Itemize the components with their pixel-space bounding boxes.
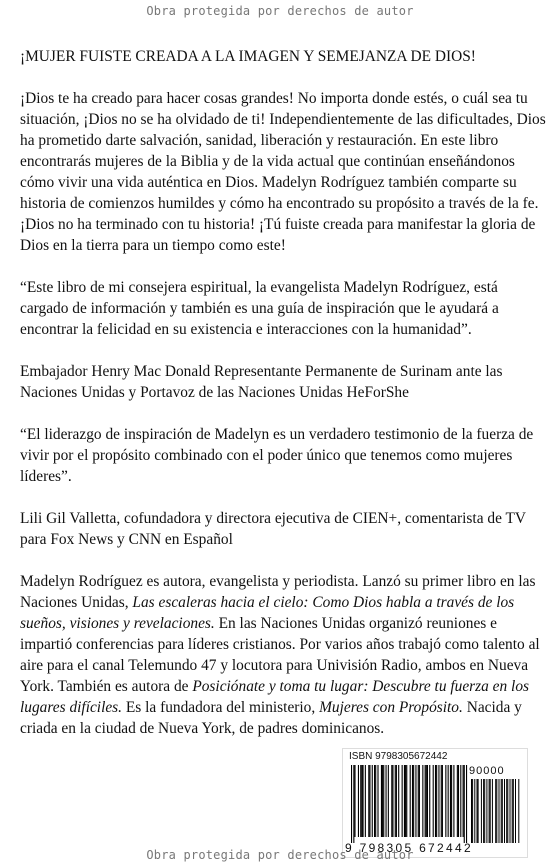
- isbn-barcode: [342, 748, 528, 858]
- isbn-label: ISBN 9798305672442: [349, 751, 448, 762]
- watermark-bottom: Obra protegida por derechos de autor: [146, 848, 414, 862]
- book-title-1: Las escaleras hacia el cielo: Como Dios habla a través de los sueños, visiones y revelaciones.: [20, 594, 515, 632]
- price-addon: 90000: [469, 765, 505, 777]
- bio-text-4: Nacida y criada en la ciudad de Nueva York, de padres dominicanos.: [20, 699, 522, 737]
- bio-text-2: En las Naciones Unidas organizó reuniones e impartió conferencias para líderes cristianos. Por varios años trabajó como talento al aire para el canal Telemundo 47 y locutora para Univisión Radio, ambos en Nueva York. También es autora de: [20, 615, 540, 695]
- isbn-digits: 9 798305 672442: [345, 841, 473, 855]
- back-cover-text: [20, 46, 546, 760]
- endorsement-quote-1: “Este libro de mi consejera espiritual, la evangelista Madelyn Rodríguez, está cargado de información y también es una guía de inspiración que le ayudará a encontrar la felicidad en su existencia e interacciones con la humanidad”.: [20, 279, 499, 338]
- author-bio: [20, 571, 546, 739]
- intro-paragraph: ¡Dios te ha creado para hacer cosas grandes! No importa donde estés, o cuál sea tu situación, ¡Dios no se ha olvidado de ti! Independientemente de las dificultades, Dios ha prometido darte salvación, sanidad, liberación y restauración. En este libro encontrarás mujeres de la Biblia y de la vida actual que continúan enseñándonos cómo vivir una vida auténtica en Dios. Madelyn Rodríguez también comparte su historia de comienzos humildes y cómo ha encontrado su propósito a través de la fe. ¡Dios no ha terminado con tu historia! ¡Tú fuiste creada para manifestar la gloria de Dios en la tierra para un tiempo como este!: [20, 90, 546, 254]
- endorsement-quote-2: “El liderazgo de inspiración de Madelyn es un verdadero testimonio de la fuerza de vivir por el propósito combinado con el poder único que tenemos como mujeres líderes”.: [20, 426, 534, 485]
- bio-text-1: Madelyn Rodríguez es autora, evangelista y periodista. Lanzó su primer libro en las Naciones Unidas,: [20, 573, 536, 611]
- endorsement-attribution-1: Embajador Henry Mac Donald Representante Permanente de Surinam ante las Naciones Unidas y Portavoz de las Naciones Unidas HeForShe: [20, 363, 503, 401]
- heading: ¡MUJER FUISTE CREADA A LA IMAGEN Y SEMEJANZA DE DIOS!: [20, 48, 476, 65]
- book-title-2: Posiciónate y toma tu lugar: Descubre tu fuerza en los lugares difíciles.: [20, 678, 530, 716]
- watermark-top: Obra protegida por derechos de autor: [146, 4, 414, 18]
- ministry-name: Mujeres con Propósito.: [319, 699, 463, 716]
- bio-text-3: Es la fundadora del ministerio,: [122, 699, 320, 716]
- endorsement-attribution-2: Lili Gil Valletta, cofundadora y directora ejecutiva de CIEN+, comentarista de TV para Fox News y CNN en Español: [20, 510, 526, 548]
